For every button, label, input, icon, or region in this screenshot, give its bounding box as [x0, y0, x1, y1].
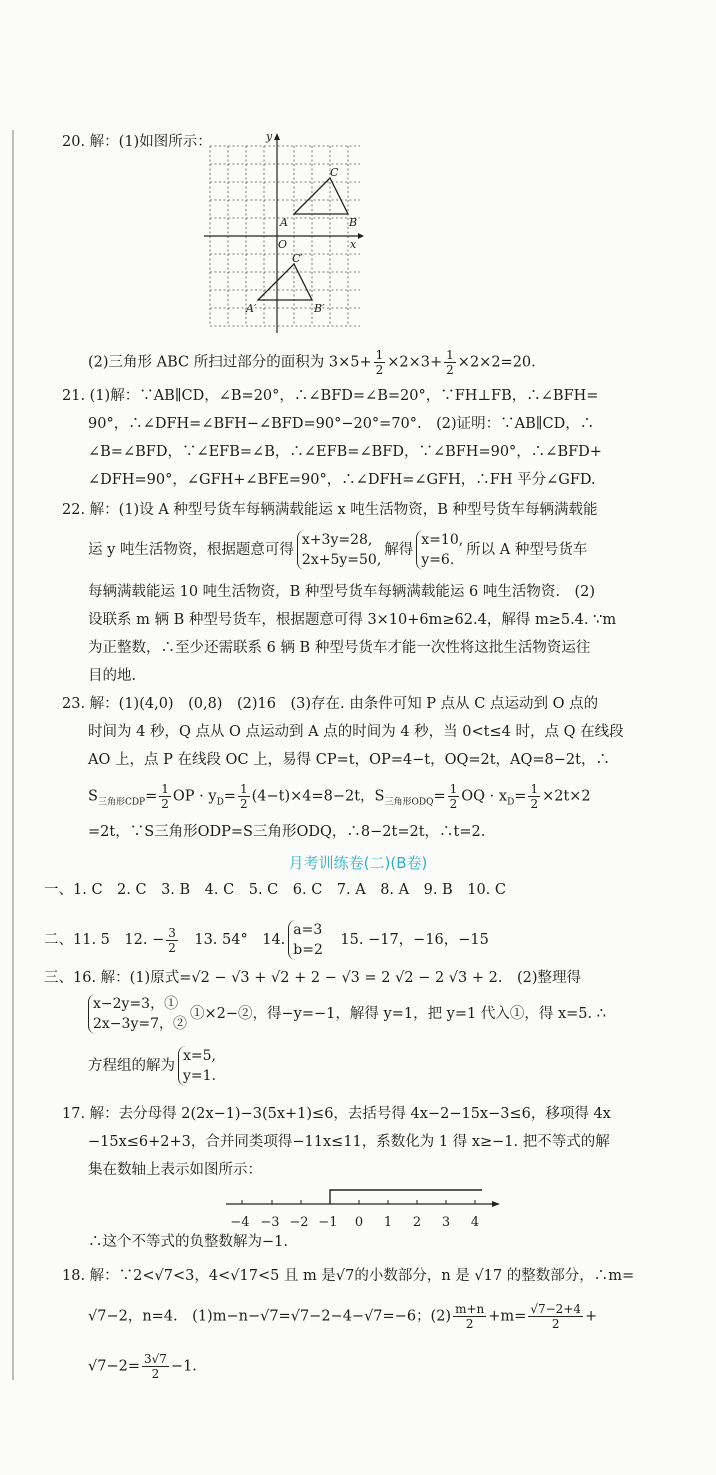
q17-line: 17. 解：去分母得 2(2x−1)−3(5x+1)≤6，去括号得 4x−2−15x−3≤6，移项得 4x [62, 1106, 611, 1122]
point-a2-label: A′ [246, 302, 257, 315]
tick-label: −4 [230, 1215, 250, 1230]
tick-label: 4 [470, 1215, 480, 1230]
point-b-label: B [349, 216, 358, 229]
q23-line: AO 上，点 P 在线段 OC 上，易得 CP=t，OP=4−t，OQ=2t，AQ=8−2t，∴ [88, 752, 610, 768]
q22-line: 目的地. [88, 668, 137, 684]
q21-line: 90°，∴∠DFH=∠BFH−∠BFD=90°−20°=70°. (2)证明：∵AB∥CD，∴ [88, 416, 595, 432]
mc-answers: 一、1. C 2. C 3. B 4. C 5. C 6. C 7. A 8. A 9. B 10. C [44, 882, 506, 898]
tick-label: −2 [289, 1215, 309, 1230]
tick-label: 2 [412, 1215, 422, 1230]
q23-line: $S_{三角形CDP}=$ $\frac{1}{2}$ OP · $y_D=$ $\frac{1}{2}$ (4−t)×4=8−2t，$S_{三角形ODQ}=$ $\frac{1}{2}$ OQ · $x_D=$ $\frac{1}{2}$ ×2t×2 [88, 782, 591, 811]
fraction-three-halves: $\frac{3}{2}$ [168, 925, 176, 955]
fraction-half: $\frac{1}{2}$ [446, 348, 454, 377]
solution-system: x=10, y=6. [416, 530, 463, 570]
equation-system: x+3y=28, 2x+5y=50, [297, 530, 381, 570]
q16-line: 方程组的解为 x=5, y=1. [88, 1048, 216, 1084]
q21-line: ∠B=∠BFD，∵∠EFB=∠B，∴∠EFB=∠BFD，∵∠BFH=90°，∴∠BFD+ [88, 444, 602, 460]
q22-line: 22. 解：(1)设 A 种型号货车每辆满载能运 x 吨生活物资，B 种型号货车每辆满载能 [62, 502, 598, 518]
tick-label: −1 [318, 1215, 338, 1230]
q22-line: 为正整数，∴至少还需联系 6 辆 B 种型号货车才能一次性将这批生活物资运往 [88, 640, 591, 656]
q20-graph [200, 128, 365, 338]
q16-line: 三、16. 解：(1)原式=√2 − √3 + √2 + 2 − √3 = 2 √2 − 2 √3 + 2. (2)整理得 [44, 970, 581, 986]
y-axis-label: y [266, 130, 273, 143]
q18-line: 18. 解：∵2<√7<3，4<√17<5 且 m 是√7的小数部分，n 是 √17 的整数部分，∴m= [62, 1268, 635, 1284]
point-c-label: C [330, 166, 339, 179]
q18-line: √7−2= $\frac{3√7}{2}$ −1. [88, 1352, 197, 1381]
q21-line: 21. (1)解：∵AB∥CD，∠B=20°，∴∠BFD=∠B=20°，∵FH⊥FB，∴∠BFH= [62, 388, 599, 404]
tick-label: 0 [354, 1215, 364, 1230]
tick-label: 1 [383, 1215, 393, 1230]
q18-line: √7−2，n=4. (1)m−n−√7=√7−2−4−√7=−6；(2) $\frac{m+n}{2}$ +m= $\frac{√7-2+4}{2}$ + [88, 1302, 598, 1331]
q17-line: −15x≤6+2+3，合并同类项得−11x≤11，系数化为 1 得 x≥−1. 把不等式的解 [88, 1134, 610, 1150]
point-c2-label: C′ [292, 252, 303, 265]
point-b2-label: B′ [314, 302, 325, 315]
q16-line: x−2y=3，① 2x−3y=7，② ①×2−②，得−y=−1，解得 y=1，把 y=1 代入①，得 x=5. ∴ [88, 994, 606, 1034]
q21-line: ∠DFH=90°，∠GFH+∠BFE=90°，∴∠DFH=∠GFH，∴FH 平分∠GFD. [88, 472, 596, 488]
x-axis-label: x [350, 238, 357, 251]
fill-answers: 二、11. 5 12. − $\frac{3}{2}$ 13. 54° 14. a=3 b=2 15. −17，−16，−15 [44, 922, 489, 958]
point-a-label: A [280, 216, 288, 229]
q23-line: =2t，∵S三角形ODP=S三角形ODQ，∴8−2t=2t，∴t=2. [88, 824, 486, 840]
q23-line: 23. 解：(1)(4,0) (0,8) (2)16 (3)存在. 由条件可知 P 点从 C 点运动到 O 点的 [62, 696, 599, 712]
tick-label: 3 [441, 1215, 451, 1230]
answer-system: a=3 b=2 [288, 920, 323, 960]
origin-label: O [278, 238, 288, 251]
section-heading: 月考训练卷(二)(B卷) [288, 854, 428, 872]
solution-system: x=5, y=1. [178, 1046, 216, 1086]
q22-line: 设联系 m 辆 B 种型号货车，根据题意可得 3×10+6m≥62.4，解得 m≥5.4. ∵m [88, 612, 617, 628]
q22-line: 每辆满载能运 10 吨生活物资，B 种型号货车每辆满载能运 6 吨生活物资. (2) [88, 584, 596, 600]
q20-head: 20. 解：(1)如图所示： [62, 134, 212, 150]
fraction-half: $\frac{1}{2}$ [375, 348, 384, 377]
q22-line: 运 y 吨生活物资，根据题意可得 x+3y=28, 2x+5y=50, 解得 x=10, y=6. 所以 A 种型号货车 [88, 532, 588, 568]
q23-line: 时间为 4 秒，Q 点从 O 点运动到 A 点的时间为 4 秒，当 0<t≤4 时，点 Q 在线段 [88, 724, 624, 740]
page-edge-line [12, 130, 14, 1380]
q17-line: 集在数轴上表示如图所示： [88, 1162, 262, 1178]
q17-line: ∴这个不等式的负整数解为−1. [88, 1234, 288, 1250]
q20-part2: (2)三角形 ABC 所扫过部分的面积为 3×5+ $\frac{1}{2}$ ×2×3+ $\frac{1}{2}$ ×2×2=20. [88, 348, 536, 377]
tick-label: −3 [260, 1215, 280, 1230]
equation-system: x−2y=3，① 2x−3y=7，② [88, 994, 187, 1034]
